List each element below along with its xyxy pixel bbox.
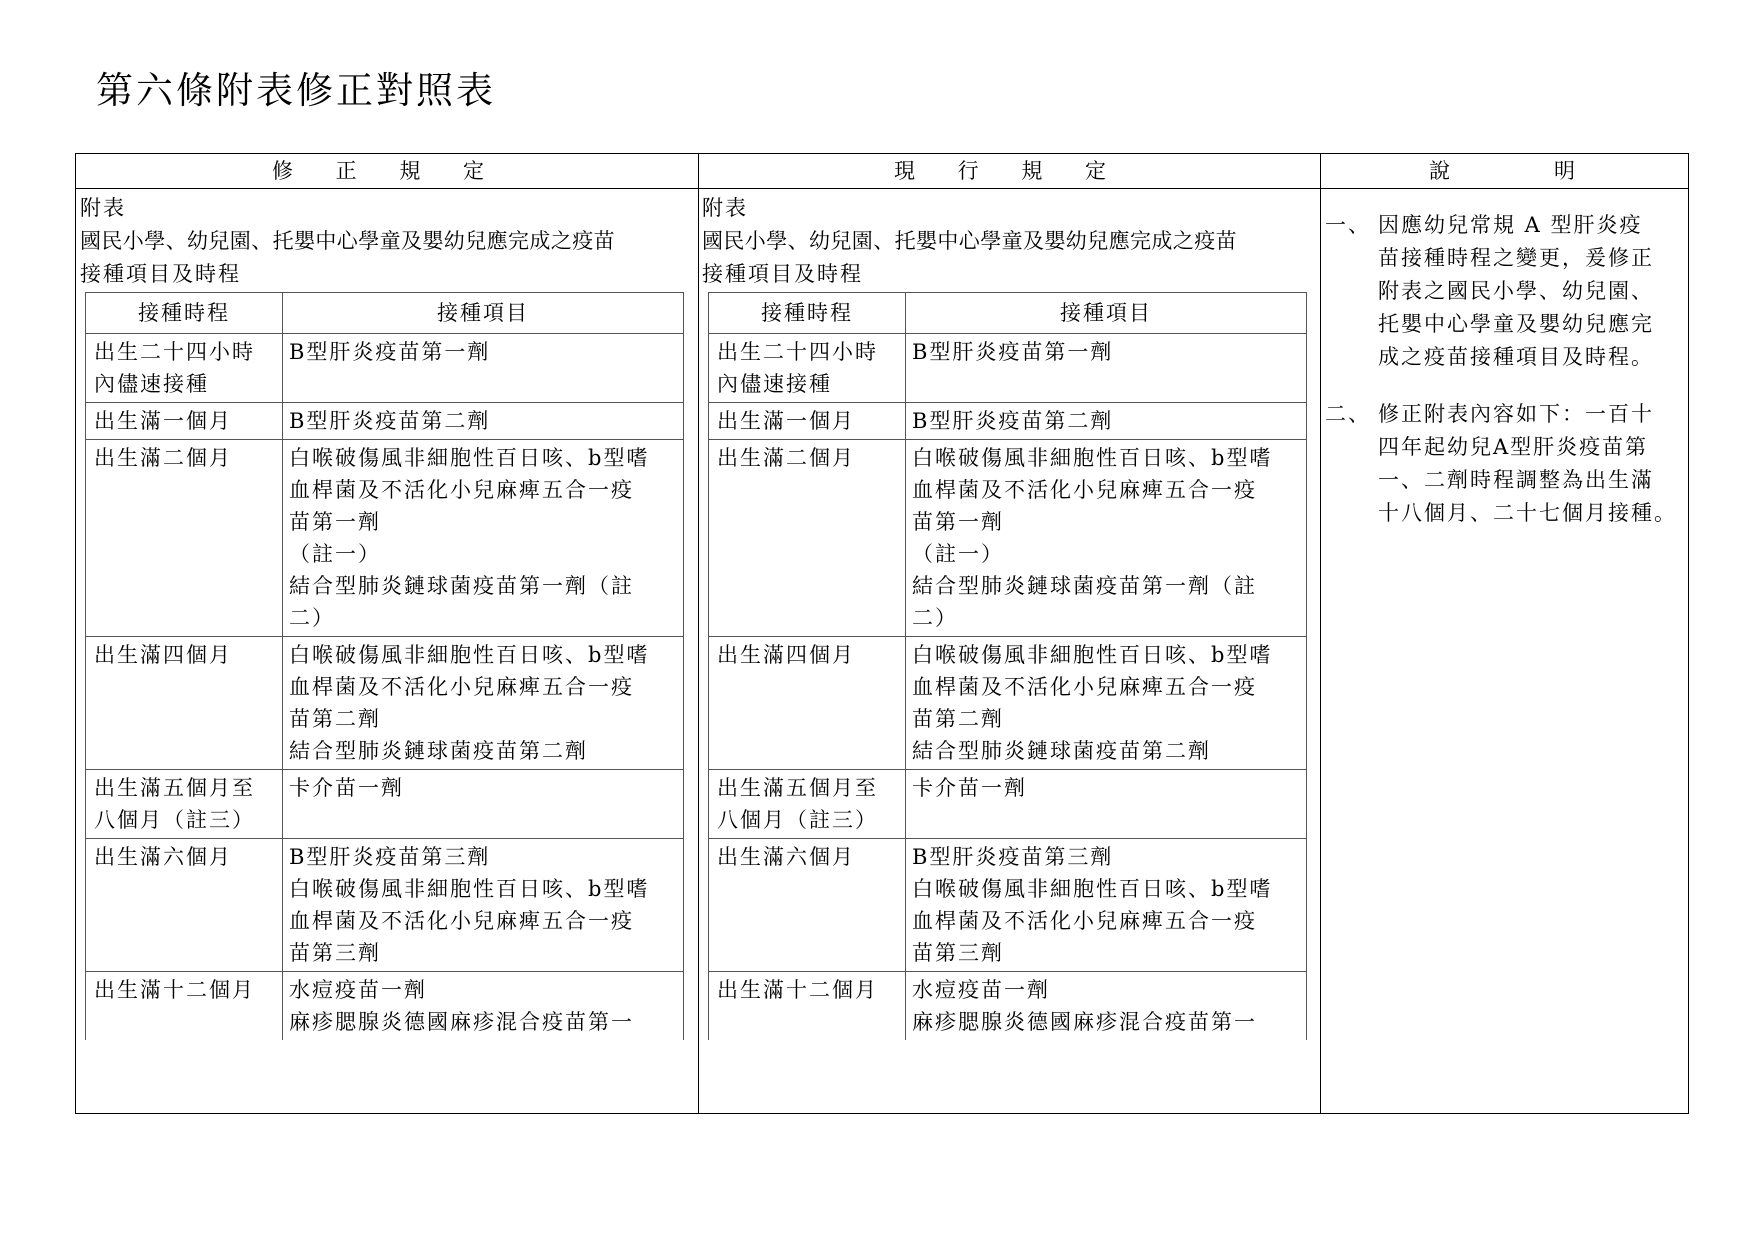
vaccine-item-text: 結合型肺炎鏈球菌疫苗第一劑（註 — [912, 574, 1257, 598]
revised-item-cell — [283, 403, 684, 440]
table-row — [86, 334, 684, 403]
current-caption-line1: 國民小學、幼兒園、托嬰中心學童及嬰幼兒應完成之疫苗 — [702, 229, 1237, 253]
vaccine-item-text: 苗第二劑 — [289, 707, 381, 731]
table-row — [86, 839, 684, 972]
current-schedule-cell — [709, 637, 906, 770]
table-row — [709, 334, 1307, 403]
revised-schedule-cell — [86, 972, 283, 1041]
column-divider-2 — [1320, 154, 1321, 1113]
table-row — [709, 972, 1307, 1041]
vaccine-item-text: 水痘疫苗一劑 — [289, 978, 427, 1002]
schedule-text: 出生滿六個月 — [94, 845, 232, 869]
header-divider — [76, 188, 1688, 189]
vaccine-item-text: 血桿菌及不活化小兒麻痺五合一疫 — [289, 478, 634, 502]
schedule-text: 出生滿六個月 — [717, 845, 855, 869]
current-item-cell — [906, 334, 1307, 403]
schedule-text: 出生滿五個月至 — [94, 776, 255, 800]
vaccine-item-text: 白喉破傷風非細胞性百日咳、b型嗜 — [289, 446, 650, 470]
table-row — [709, 637, 1307, 770]
table-row — [709, 770, 1307, 839]
vaccine-item-text: 白喉破傷風非細胞性百日咳、b型嗜 — [912, 877, 1273, 901]
vaccine-item-text: 苗第三劑 — [289, 941, 381, 965]
vaccine-item-text: 白喉破傷風非細胞性百日咳、b型嗜 — [912, 643, 1273, 667]
current-item-cell — [906, 770, 1307, 839]
header-explanation: 說 明 — [1429, 159, 1579, 183]
vaccine-item-text: 結合型肺炎鏈球菌疫苗第二劑 — [912, 739, 1211, 763]
revised-caption-line2: 接種項目及時程 — [80, 262, 241, 286]
vaccine-item-text: B型肝炎疫苗第二劑 — [912, 409, 1114, 433]
revised-label: 附表 — [80, 196, 126, 220]
vaccine-item-text: 苗第一劑 — [912, 510, 1004, 534]
explanation-notes — [1325, 209, 1683, 554]
revised-schedule-cell — [86, 334, 283, 403]
column-divider-1 — [698, 154, 699, 1113]
vaccine-item-text: B型肝炎疫苗第一劑 — [289, 340, 491, 364]
revised-item-cell — [283, 637, 684, 770]
table-row — [86, 770, 684, 839]
schedule-text: 出生滿四個月 — [94, 643, 232, 667]
current-schedule-cell — [709, 440, 906, 637]
vaccine-item-text: 麻疹腮腺炎德國麻疹混合疫苗第一 — [912, 1010, 1257, 1034]
schedule-text: 八個月（註三） — [94, 808, 255, 832]
current-schedule-cell — [709, 770, 906, 839]
revised-schedule-cell — [86, 839, 283, 972]
revised-schedule-table — [85, 292, 684, 1040]
schedule-text: 出生滿五個月至 — [717, 776, 878, 800]
current-label: 附表 — [702, 196, 748, 220]
current-item-cell — [906, 440, 1307, 637]
schedule-text: 出生滿一個月 — [94, 409, 232, 433]
current-th-schedule: 接種時程 — [709, 293, 906, 334]
explanation-text: 一、二劑時程調整為出生滿 — [1378, 468, 1654, 492]
explanation-item — [1325, 209, 1683, 374]
current-item-cell — [906, 637, 1307, 770]
current-item-cell — [906, 839, 1307, 972]
explanation-number: 一、 — [1325, 213, 1371, 237]
vaccine-item-text: 血桿菌及不活化小兒麻痺五合一疫 — [912, 478, 1257, 502]
explanation-text: 修正附表內容如下：一百十 — [1378, 402, 1654, 426]
vaccine-item-text: 卡介苗一劑 — [289, 776, 404, 800]
current-schedule-cell — [709, 403, 906, 440]
vaccine-item-text: 水痘疫苗一劑 — [912, 978, 1050, 1002]
schedule-text: 出生滿十二個月 — [717, 978, 878, 1002]
explanation-number: 二、 — [1325, 402, 1371, 426]
vaccine-item-text: B型肝炎疫苗第三劑 — [289, 845, 491, 869]
vaccine-item-text: 麻疹腮腺炎德國麻疹混合疫苗第一 — [289, 1010, 634, 1034]
revised-th-item: 接種項目 — [283, 293, 684, 334]
explanation-text: 托嬰中心學童及嬰幼兒應完 — [1378, 312, 1654, 336]
comparison-table — [75, 153, 1689, 1114]
vaccine-item-text: 苗第二劑 — [912, 707, 1004, 731]
vaccine-item-text: 白喉破傷風非細胞性百日咳、b型嗜 — [912, 446, 1273, 470]
vaccine-item-text: 卡介苗一劑 — [912, 776, 1027, 800]
current-schedule-cell — [709, 334, 906, 403]
schedule-text: 出生滿一個月 — [717, 409, 855, 433]
header-revised: 修 正 規 定 — [271, 159, 503, 183]
schedule-text: 出生二十四小時 — [717, 340, 878, 364]
vaccine-item-text: 二） — [289, 606, 335, 630]
schedule-text: 八個月（註三） — [717, 808, 878, 832]
vaccine-item-text: B型肝炎疫苗第二劑 — [289, 409, 491, 433]
table-row — [86, 972, 684, 1041]
current-caption-line2: 接種項目及時程 — [702, 262, 863, 286]
schedule-text: 出生滿二個月 — [94, 446, 232, 470]
table-row — [709, 440, 1307, 637]
table-row — [86, 440, 684, 637]
current-item-cell — [906, 972, 1307, 1041]
revised-schedule-cell — [86, 637, 283, 770]
explanation-text: 附表之國民小學、幼兒園、 — [1378, 279, 1654, 303]
vaccine-item-text: 血桿菌及不活化小兒麻痺五合一疫 — [289, 909, 634, 933]
explanation-text: 苗接種時程之變更，爰修正 — [1378, 246, 1654, 270]
vaccine-item-text: （註一） — [912, 542, 1004, 566]
vaccine-item-text: 結合型肺炎鏈球菌疫苗第二劑 — [289, 739, 588, 763]
revised-item-cell — [283, 334, 684, 403]
explanation-text: 四年起幼兒A型肝炎疫苗第 — [1378, 435, 1649, 459]
schedule-text: 出生滿四個月 — [717, 643, 855, 667]
explanation-text: 成之疫苗接種項目及時程。 — [1378, 345, 1654, 369]
vaccine-item-text: 血桿菌及不活化小兒麻痺五合一疫 — [912, 675, 1257, 699]
vaccine-item-text: 白喉破傷風非細胞性百日咳、b型嗜 — [289, 643, 650, 667]
current-schedule-cell — [709, 972, 906, 1041]
explanation-item — [1325, 398, 1683, 530]
schedule-text: 出生二十四小時 — [94, 340, 255, 364]
revised-item-cell — [283, 440, 684, 637]
page-title: 第六條附表修正對照表 — [96, 69, 496, 112]
revised-item-cell — [283, 839, 684, 972]
revised-item-cell — [283, 770, 684, 839]
revised-item-cell — [283, 972, 684, 1041]
revised-caption — [80, 192, 696, 291]
vaccine-item-text: 苗第三劑 — [912, 941, 1004, 965]
vaccine-item-text: B型肝炎疫苗第一劑 — [912, 340, 1114, 364]
table-row — [86, 637, 684, 770]
current-th-item: 接種項目 — [906, 293, 1307, 334]
vaccine-item-text: 結合型肺炎鏈球菌疫苗第一劑（註 — [289, 574, 634, 598]
table-row — [709, 839, 1307, 972]
revised-schedule-cell — [86, 770, 283, 839]
current-schedule-cell — [709, 839, 906, 972]
vaccine-item-text: B型肝炎疫苗第三劑 — [912, 845, 1114, 869]
schedule-text: 內儘速接種 — [717, 372, 832, 396]
current-caption — [702, 192, 1318, 291]
revised-th-schedule: 接種時程 — [86, 293, 283, 334]
vaccine-item-text: （註一） — [289, 542, 381, 566]
revised-schedule-cell — [86, 403, 283, 440]
vaccine-item-text: 二） — [912, 606, 958, 630]
current-schedule-table — [708, 292, 1307, 1040]
vaccine-item-text: 苗第一劑 — [289, 510, 381, 534]
schedule-text: 內儘速接種 — [94, 372, 209, 396]
explanation-text: 十八個月、二十七個月接種。 — [1378, 501, 1677, 525]
vaccine-item-text: 血桿菌及不活化小兒麻痺五合一疫 — [289, 675, 634, 699]
header-current: 現 行 規 定 — [893, 159, 1125, 183]
revised-caption-line1: 國民小學、幼兒園、托嬰中心學童及嬰幼兒應完成之疫苗 — [80, 229, 615, 253]
vaccine-item-text: 血桿菌及不活化小兒麻痺五合一疫 — [912, 909, 1257, 933]
vaccine-item-text: 白喉破傷風非細胞性百日咳、b型嗜 — [289, 877, 650, 901]
schedule-text: 出生滿二個月 — [717, 446, 855, 470]
table-row — [709, 403, 1307, 440]
revised-schedule-cell — [86, 440, 283, 637]
explanation-text: 因應幼兒常規 A 型肝炎疫 — [1378, 213, 1643, 237]
schedule-text: 出生滿十二個月 — [94, 978, 255, 1002]
current-item-cell — [906, 403, 1307, 440]
table-row — [86, 403, 684, 440]
